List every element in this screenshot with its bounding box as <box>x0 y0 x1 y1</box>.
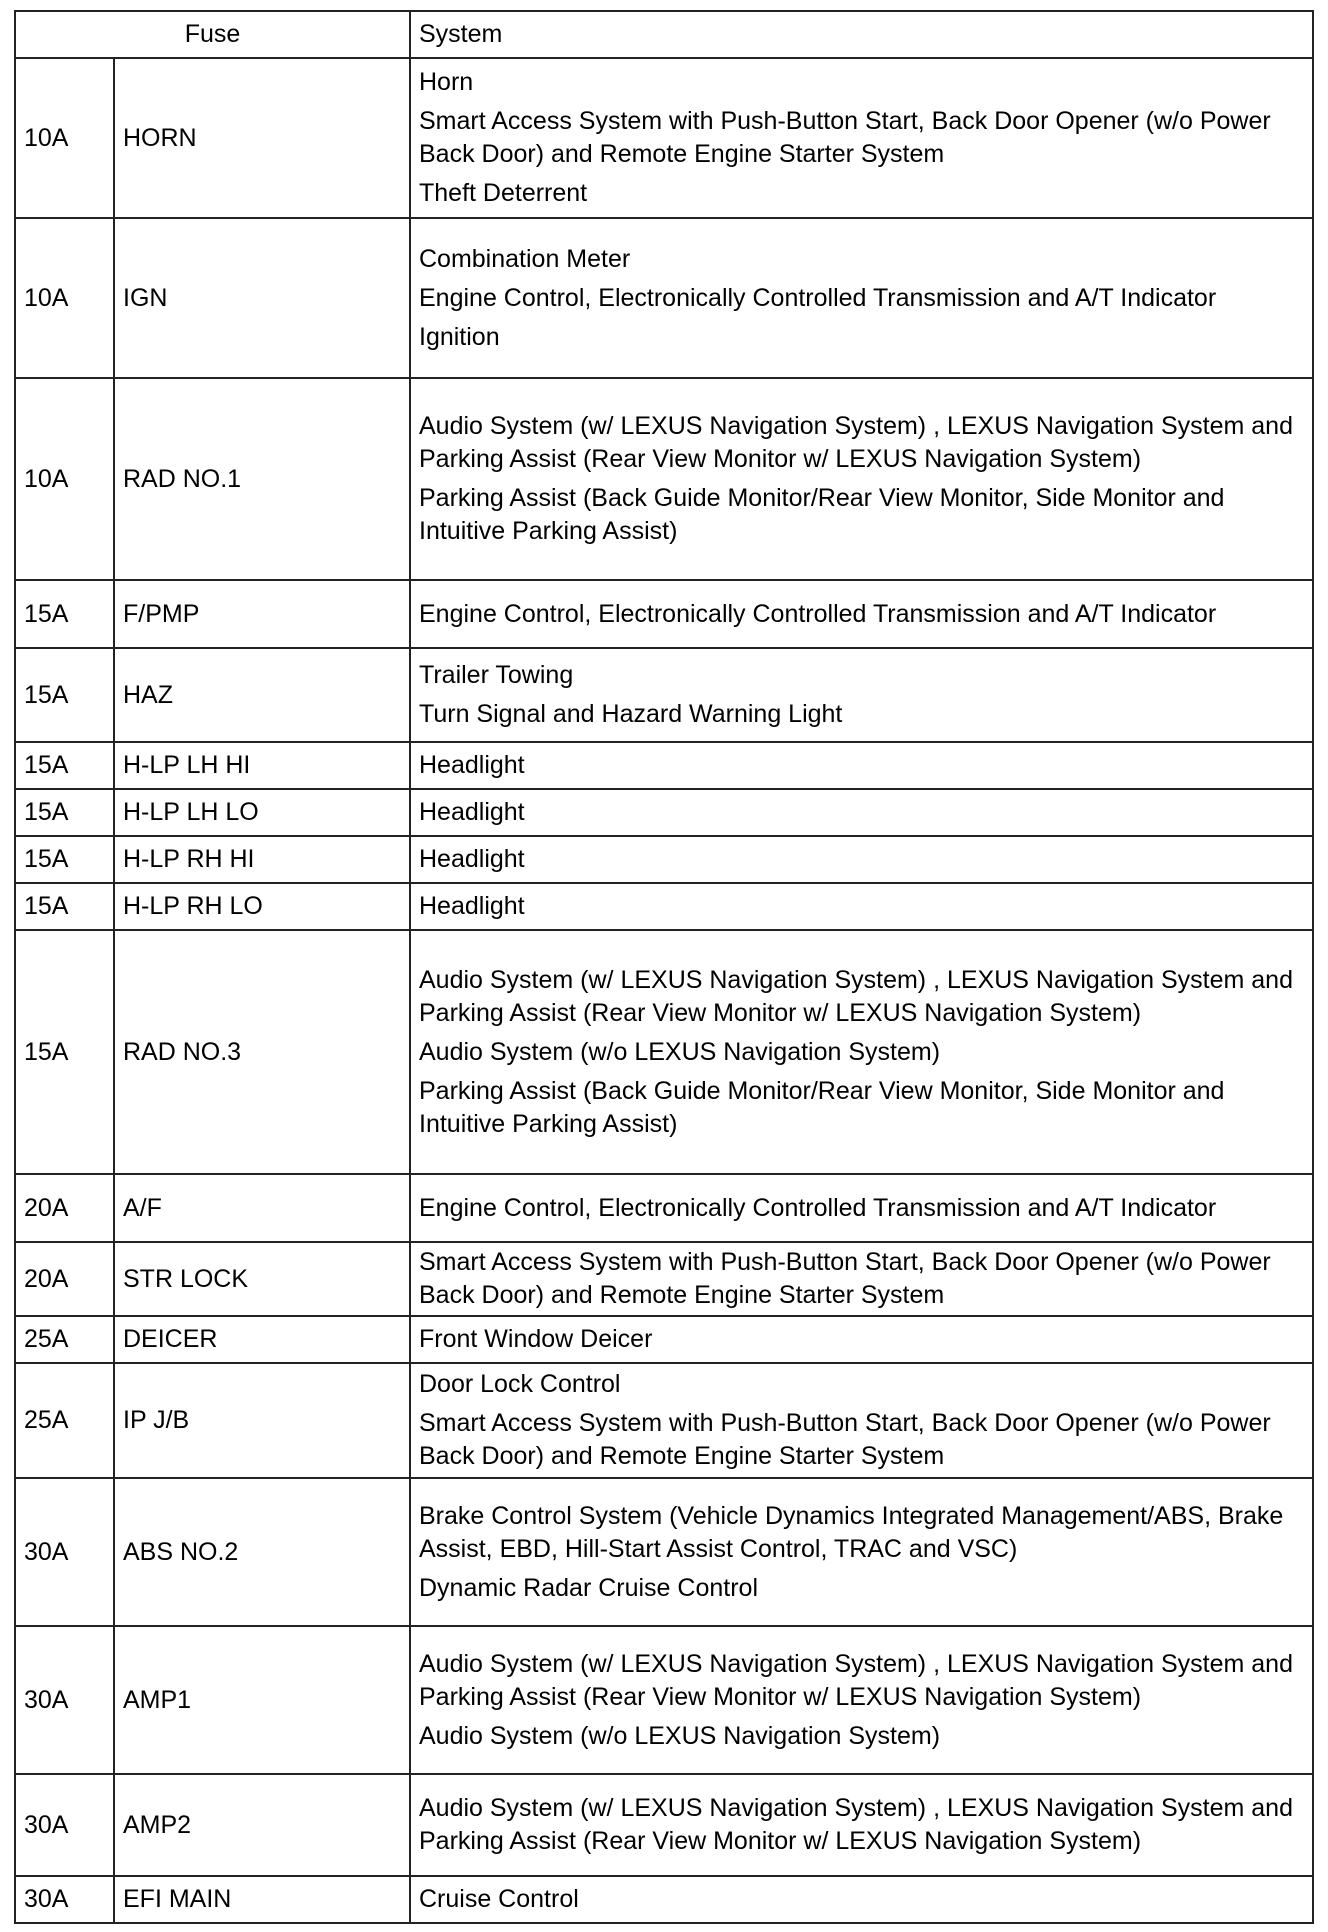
fuse-name: EFI MAIN <box>114 1876 410 1923</box>
fuse-amperage: 15A <box>15 648 114 742</box>
fuse-name: H-LP RH LO <box>114 883 410 930</box>
fuse-systems <box>410 648 1313 742</box>
fuse-row <box>15 1242 1313 1316</box>
system-entry: Cruise Control <box>419 1885 579 1913</box>
system-entry: Headlight <box>419 892 525 920</box>
fuse-systems <box>410 1478 1313 1626</box>
fuse-name: IGN <box>114 218 410 378</box>
system-entry: Smart Access System with Push-Button Start, Back Door Opener (w/o Power Back Door) and Remote Engine Starter System <box>419 1248 1271 1309</box>
fuse-name: A/F <box>114 1174 410 1242</box>
fuse-systems <box>410 1174 1313 1242</box>
fuse-name: STR LOCK <box>114 1242 410 1316</box>
fuse-systems <box>410 218 1313 378</box>
fuse-name: H-LP RH HI <box>114 836 410 883</box>
system-entry: Audio System (w/o LEXUS Navigation System) <box>419 1721 941 1750</box>
fuse-row <box>15 836 1313 883</box>
system-entry: Smart Access System with Push-Button Start, Back Door Opener (w/o Power Back Door) and Remote Engine Starter System <box>419 1409 1271 1470</box>
fuse-name: F/PMP <box>114 580 410 648</box>
fuse-name: DEICER <box>114 1316 410 1363</box>
fuse-amperage: 30A <box>15 1626 114 1774</box>
fuse-table <box>14 10 1314 1924</box>
fuse-column-header: Fuse <box>15 11 410 58</box>
fuse-row <box>15 1316 1313 1363</box>
fuse-systems <box>410 1363 1313 1478</box>
system-entry: Audio System (w/ LEXUS Navigation System) , LEXUS Navigation System and Parking Assist (Rear View Monitor w/ LEXUS Navigation System) <box>419 1649 1293 1711</box>
fuse-row <box>15 1174 1313 1242</box>
system-entry: Headlight <box>419 845 525 873</box>
fuse-systems <box>410 1316 1313 1363</box>
fuse-amperage: 30A <box>15 1876 114 1923</box>
fuse-systems <box>410 1242 1313 1316</box>
system-entry: Parking Assist (Back Guide Monitor/Rear View Monitor, Side Monitor and Intuitive Parking Assist) <box>419 484 1225 545</box>
system-entry: Headlight <box>419 751 525 779</box>
fuse-row <box>15 1774 1313 1876</box>
fuse-amperage: 10A <box>15 218 114 378</box>
system-entry: Front Window Deicer <box>419 1325 653 1353</box>
fuse-name: ABS NO.2 <box>114 1478 410 1626</box>
fuse-row <box>15 1626 1313 1774</box>
fuse-systems <box>410 378 1313 580</box>
system-entry: Dynamic Radar Cruise Control <box>419 1573 759 1602</box>
fuse-row <box>15 580 1313 648</box>
fuse-systems <box>410 1626 1313 1774</box>
fuse-name: RAD NO.3 <box>114 930 410 1174</box>
system-column-header: System <box>410 11 1313 58</box>
fuse-systems <box>410 883 1313 930</box>
system-entry: Audio System (w/ LEXUS Navigation System) , LEXUS Navigation System and Parking Assist (Rear View Monitor w/ LEXUS Navigation System) <box>419 1794 1293 1855</box>
fuse-systems <box>410 789 1313 836</box>
system-entry: Turn Signal and Hazard Warning Light <box>419 700 843 728</box>
system-entry: Parking Assist (Back Guide Monitor/Rear View Monitor, Side Monitor and Intuitive Parking Assist) <box>419 1076 1225 1138</box>
fuse-amperage: 25A <box>15 1363 114 1478</box>
fuse-row <box>15 1478 1313 1626</box>
system-entry: Smart Access System with Push-Button Start, Back Door Opener (w/o Power Back Door) and Remote Engine Starter System <box>419 107 1271 168</box>
fuse-amperage: 20A <box>15 1174 114 1242</box>
fuse-name: HORN <box>114 58 410 218</box>
fuse-amperage: 30A <box>15 1774 114 1876</box>
fuse-name: H-LP LH LO <box>114 789 410 836</box>
system-entry: Combination Meter <box>419 244 631 273</box>
fuse-systems <box>410 1876 1313 1923</box>
fuse-name: AMP2 <box>114 1774 410 1876</box>
fuse-name: H-LP LH HI <box>114 742 410 789</box>
fuse-amperage: 20A <box>15 1242 114 1316</box>
system-entry: Door Lock Control <box>419 1370 621 1398</box>
fuse-row <box>15 789 1313 836</box>
system-entry: Theft Deterrent <box>419 179 588 207</box>
fuse-systems <box>410 58 1313 218</box>
fuse-table-body <box>15 58 1313 1923</box>
system-entry: Engine Control, Electronically Controlled Transmission and A/T Indicator <box>419 1193 1217 1222</box>
fuse-row <box>15 378 1313 580</box>
fuse-amperage: 15A <box>15 580 114 648</box>
system-entry: Audio System (w/ LEXUS Navigation System) , LEXUS Navigation System and Parking Assist (Rear View Monitor w/ LEXUS Navigation System) <box>419 412 1293 473</box>
system-entry: Audio System (w/ LEXUS Navigation System) , LEXUS Navigation System and Parking Assist (Rear View Monitor w/ LEXUS Navigation System) <box>419 965 1293 1027</box>
fuse-row <box>15 1363 1313 1478</box>
system-entry: Audio System (w/o LEXUS Navigation System) <box>419 1037 941 1066</box>
system-entry: Trailer Towing <box>419 661 574 689</box>
fuse-systems <box>410 1774 1313 1876</box>
fuse-row <box>15 58 1313 218</box>
system-entry: Headlight <box>419 798 525 826</box>
fuse-amperage: 15A <box>15 930 114 1174</box>
fuse-amperage: 15A <box>15 789 114 836</box>
fuse-amperage: 15A <box>15 742 114 789</box>
fuse-amperage: 10A <box>15 378 114 580</box>
system-entry: Horn <box>419 68 474 96</box>
fuse-amperage: 10A <box>15 58 114 218</box>
fuse-row <box>15 930 1313 1174</box>
system-entry: Engine Control, Electronically Controlled Transmission and A/T Indicator <box>419 599 1217 628</box>
system-entry: Ignition <box>419 322 500 351</box>
fuse-systems <box>410 580 1313 648</box>
fuse-systems <box>410 930 1313 1174</box>
fuse-row <box>15 218 1313 378</box>
fuse-name: RAD NO.1 <box>114 378 410 580</box>
fuse-amperage: 25A <box>15 1316 114 1363</box>
fuse-row <box>15 648 1313 742</box>
fuse-amperage: 15A <box>15 836 114 883</box>
fuse-row <box>15 1876 1313 1923</box>
fuse-row <box>15 742 1313 789</box>
fuse-name: IP J/B <box>114 1363 410 1478</box>
fuse-row <box>15 883 1313 930</box>
fuse-systems <box>410 742 1313 789</box>
fuse-amperage: 15A <box>15 883 114 930</box>
system-entry: Brake Control System (Vehicle Dynamics Integrated Management/ABS, Brake Assist, EBD, Hill-Start Assist Control, TRAC and VSC) <box>419 1501 1284 1563</box>
fuse-amperage: 30A <box>15 1478 114 1626</box>
fuse-name: AMP1 <box>114 1626 410 1774</box>
fuse-name: HAZ <box>114 648 410 742</box>
fuse-systems <box>410 836 1313 883</box>
system-entry: Engine Control, Electronically Controlled Transmission and A/T Indicator <box>419 283 1217 312</box>
header-row <box>15 11 1313 58</box>
